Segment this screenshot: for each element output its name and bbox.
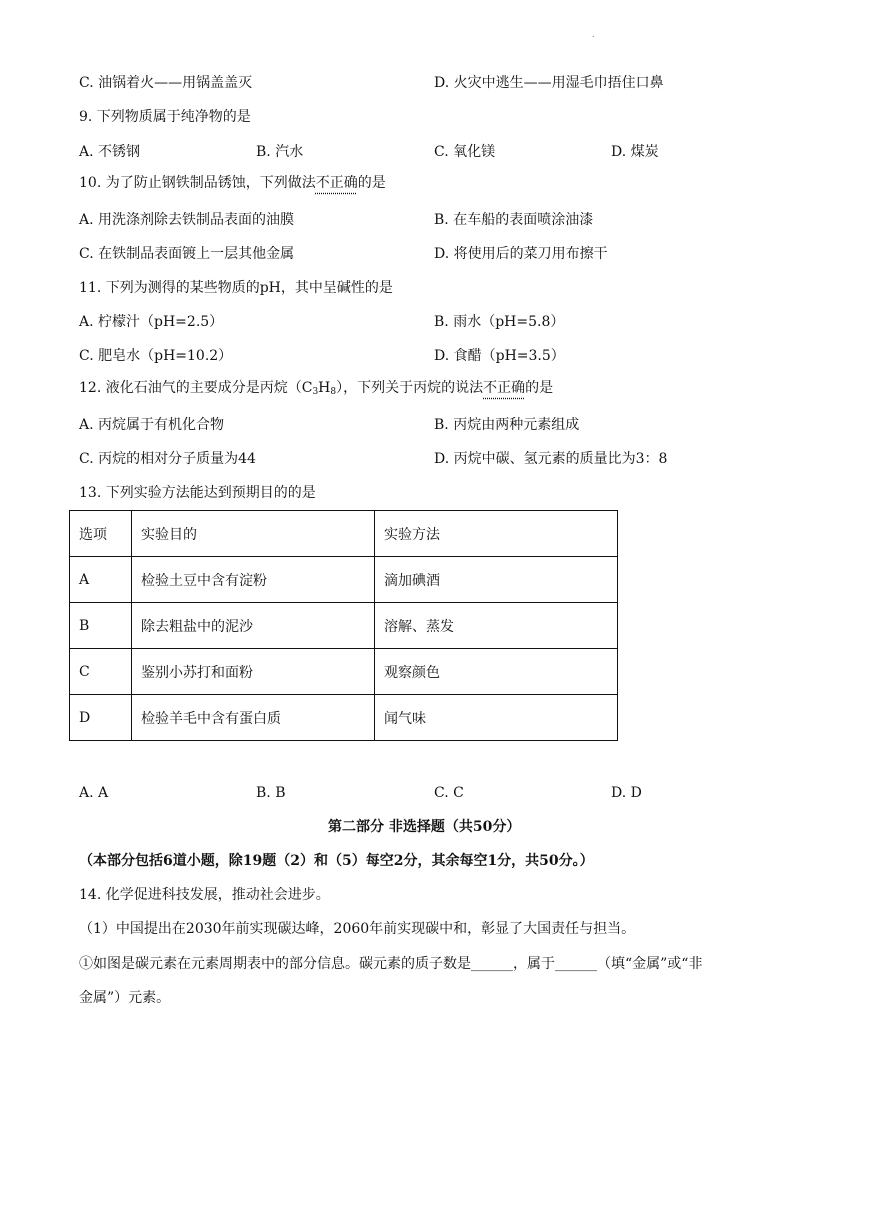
table-cell-method: 闻气味 xyxy=(375,695,618,741)
table-row xyxy=(70,603,618,649)
experiment-table xyxy=(69,510,618,741)
part2-note: （本部分包括6道小题，除19题（2）和（5）每空2分，其余每空1分，共50分。） xyxy=(79,853,594,869)
part2-title: 第二部分 非选择题（共50分） xyxy=(328,819,521,835)
q10-option-d: D. 将使用后的菜刀用布擦干 xyxy=(434,246,608,262)
table-cell-purpose: 除去粗盐中的泥沙 xyxy=(132,603,375,649)
q11-stem: 11. 下列为测得的某些物质的pH，其中呈碱性的是 xyxy=(79,280,393,296)
q14-sub1: （1）中国提出在2030年前实现碳达峰，2060年前实现碳中和，彰显了大国责任与担当。 xyxy=(79,921,636,937)
table-cell-purpose: 鉴别小苏打和面粉 xyxy=(132,649,375,695)
q8-option-c: C. 油锅着火——用锅盖盖灭 xyxy=(79,75,253,91)
q11-option-c: C. 肥皂水（pH=10.2） xyxy=(79,348,233,364)
table-header-row xyxy=(70,511,618,557)
table-header-option: 选项 xyxy=(70,511,132,557)
q12-option-d: D. 丙烷中碳、氢元素的质量比为3：8 xyxy=(434,451,668,467)
q13-stem: 13. 下列实验方法能达到预期目的的是 xyxy=(79,485,316,501)
q13-option-d: D. D xyxy=(611,785,642,801)
table-header-purpose: 实验目的 xyxy=(132,511,375,557)
q10-stem-post: 的是 xyxy=(357,175,386,191)
q12-option-a: A. 丙烷属于有机化合物 xyxy=(79,417,225,433)
q14-stem: 14. 化学促进科技发展，推动社会进步。 xyxy=(79,887,330,903)
table-cell-option: B xyxy=(70,603,132,649)
q8-option-d: D. 火灾中逃生——用湿毛巾捂住口鼻 xyxy=(434,75,664,91)
table-row xyxy=(70,695,618,741)
table-row xyxy=(70,649,618,695)
q12-formula-h: H xyxy=(318,380,331,396)
table-cell-option: A xyxy=(70,557,132,603)
q12-stem-post: 的是 xyxy=(525,380,554,396)
q12-stem-mid: ），下列关于丙烷的说法 xyxy=(336,380,484,396)
q14-item1-line1: ①如图是碳元素在元素周期表中的部分信息。碳元素的质子数是______，属于______（填“金属”或“非 xyxy=(79,956,703,972)
q10-option-a: A. 用洗涤剂除去铁制品表面的油膜 xyxy=(79,212,295,228)
table-header-method: 实验方法 xyxy=(375,511,618,557)
table-cell-purpose: 检验羊毛中含有蛋白质 xyxy=(132,695,375,741)
q12-formula-sub-8: 8 xyxy=(330,387,337,397)
q12-stem xyxy=(79,378,553,402)
q13-option-c: C. C xyxy=(434,785,464,801)
q9-stem: 9. 下列物质属于纯净物的是 xyxy=(79,109,251,125)
q10-option-b: B. 在车船的表面喷涂油漆 xyxy=(434,212,594,228)
q11-option-a: A. 柠檬汁（pH=2.5） xyxy=(79,314,224,330)
table-cell-method: 观察颜色 xyxy=(375,649,618,695)
q10-stem xyxy=(79,173,386,193)
header-mark: . xyxy=(592,30,595,39)
q12-stem-pre: 12. 液化石油气的主要成分是丙烷（C xyxy=(79,380,313,396)
q10-stem-pre: 10. 为了防止钢铁制品锈蚀，下列做法 xyxy=(79,175,316,191)
q9-option-b: B. 汽水 xyxy=(256,144,304,160)
q14-item1-line2: 金属”）元素。 xyxy=(79,990,171,1006)
q10-stem-emphasis: 不正确 xyxy=(315,175,358,191)
q10-option-c: C. 在铁制品表面镀上一层其他金属 xyxy=(79,246,295,262)
table-cell-option: D xyxy=(70,695,132,741)
table-cell-purpose: 检验土豆中含有淀粉 xyxy=(132,557,375,603)
q12-option-c: C. 丙烷的相对分子质量为44 xyxy=(79,451,256,467)
table-cell-method: 滴加碘酒 xyxy=(375,557,618,603)
table-row xyxy=(70,557,618,603)
q13-option-a: A. A xyxy=(79,785,109,801)
q9-option-c: C. 氧化镁 xyxy=(434,144,496,160)
q11-option-b: B. 雨水（pH=5.8） xyxy=(434,314,565,330)
q12-stem-emphasis: 不正确 xyxy=(483,380,526,396)
q12-formula-sub-3: 3 xyxy=(312,387,319,397)
q9-option-d: D. 煤炭 xyxy=(611,144,659,160)
table-cell-method: 溶解、蒸发 xyxy=(375,603,618,649)
q12-option-b: B. 丙烷由两种元素组成 xyxy=(434,417,580,433)
q13-option-b: B. B xyxy=(256,785,286,801)
q11-option-d: D. 食醋（pH=3.5） xyxy=(434,348,565,364)
q9-option-a: A. 不锈钢 xyxy=(79,144,141,160)
table-cell-option: C xyxy=(70,649,132,695)
